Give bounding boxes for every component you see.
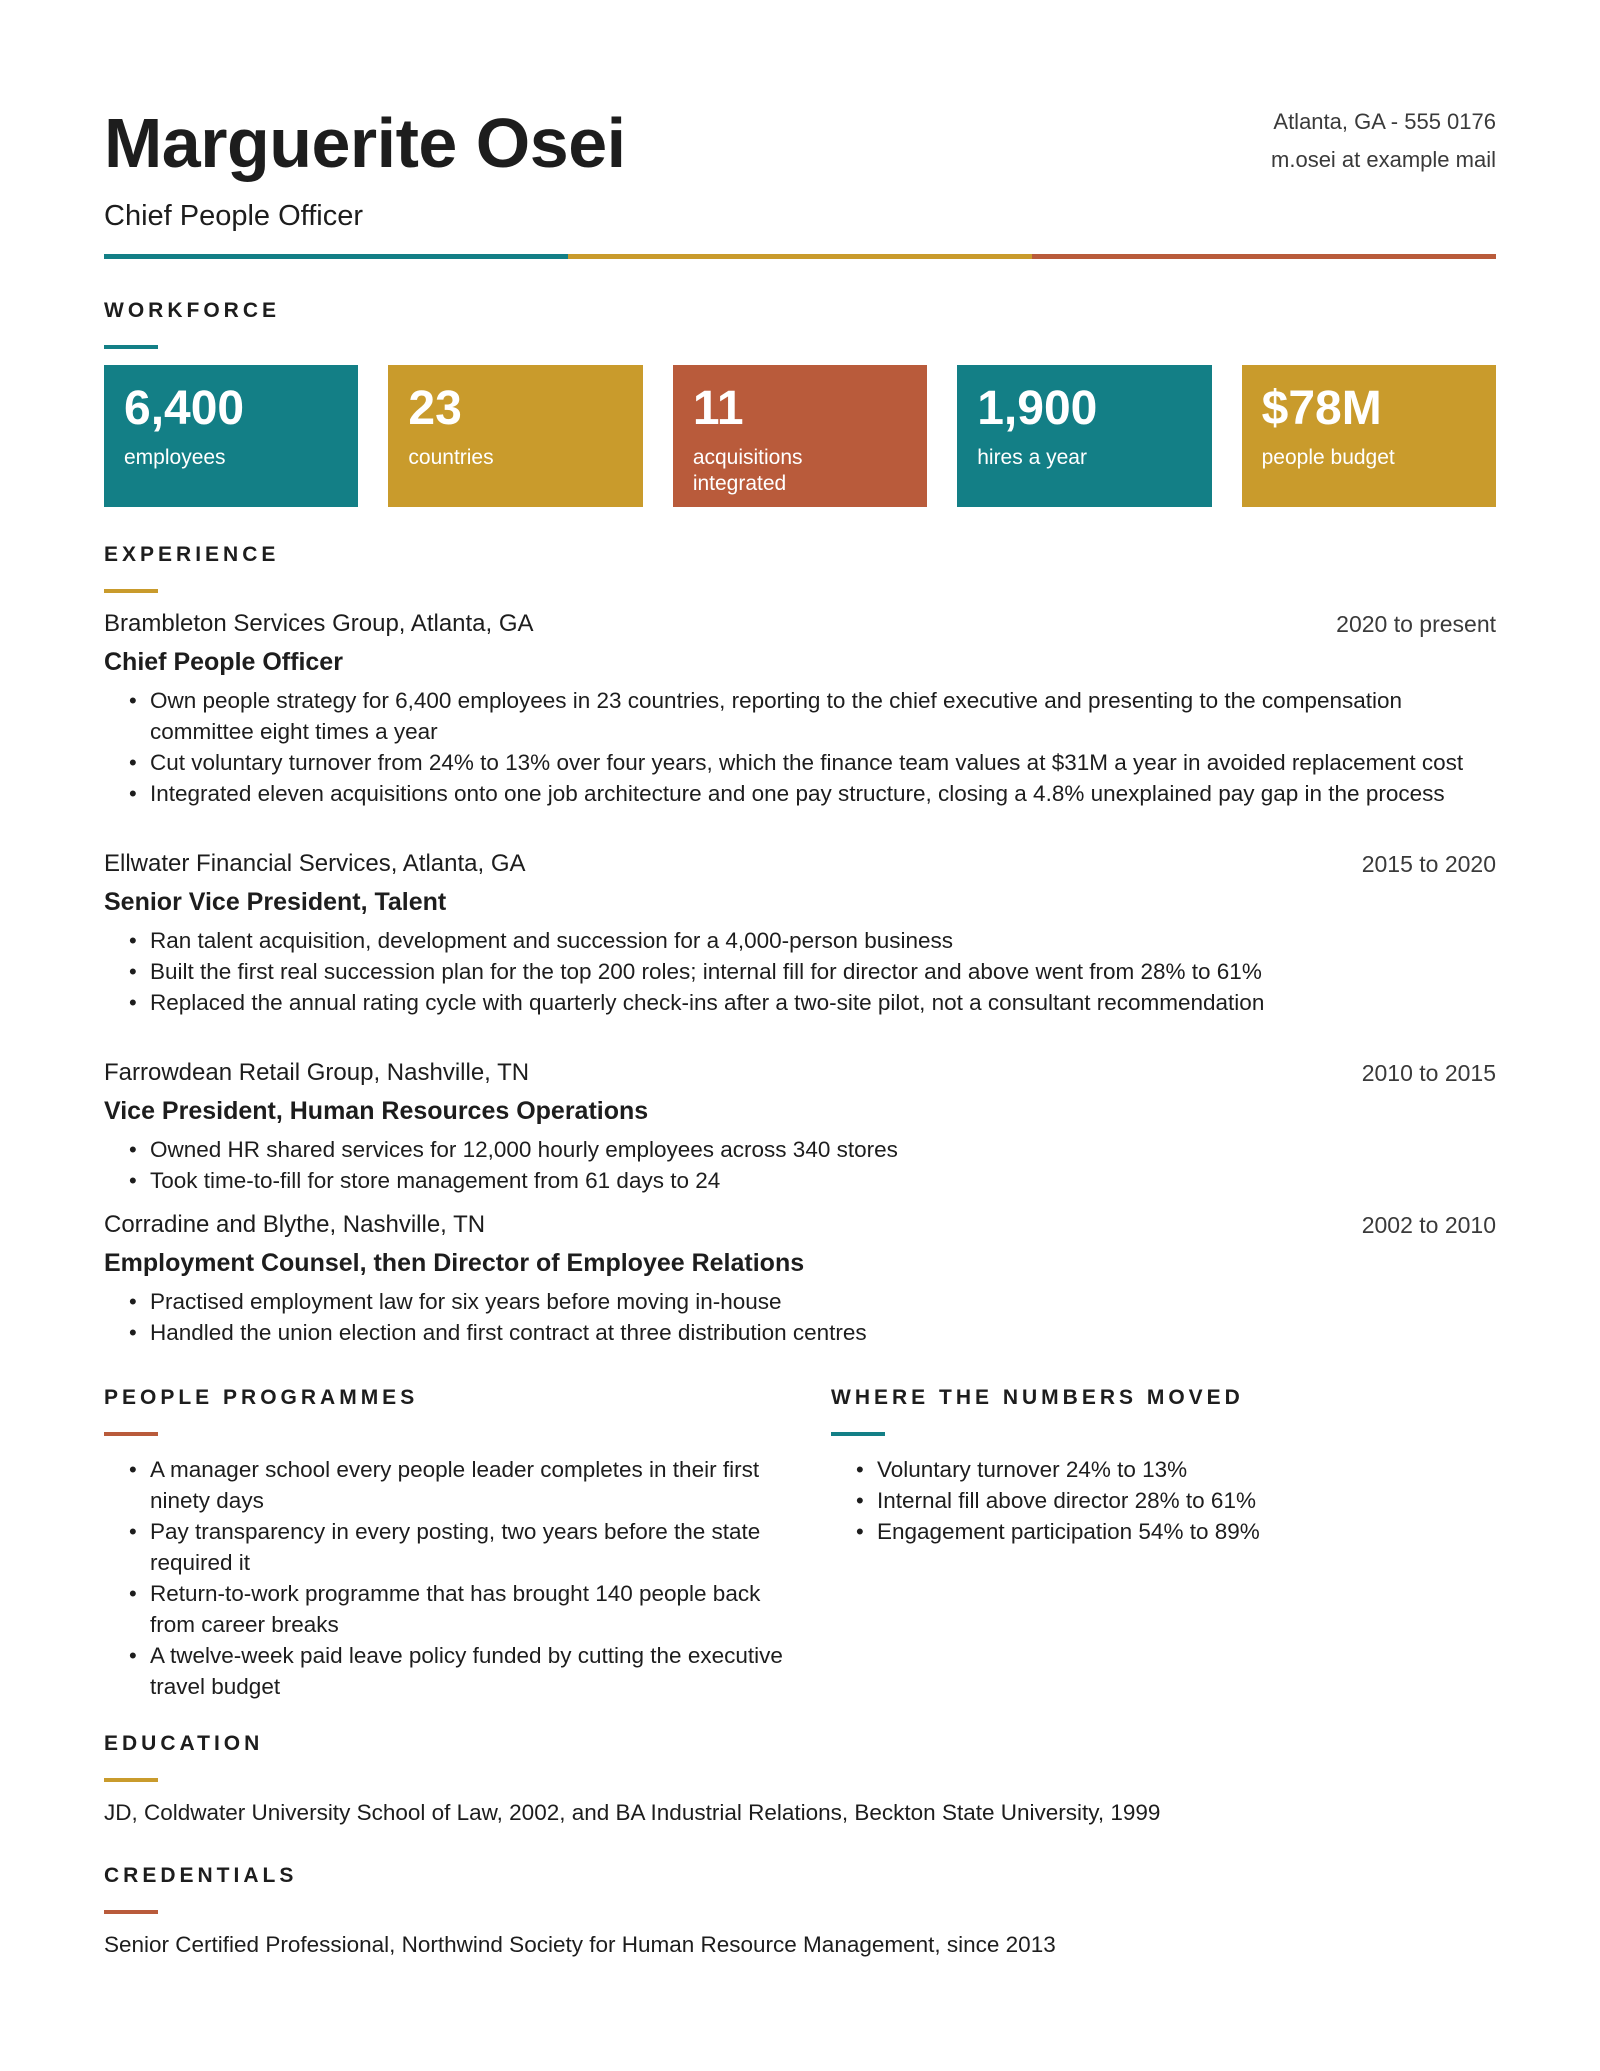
numbers-item: • Engagement participation 54% to 89% xyxy=(877,1516,1496,1547)
job-bullet: • Ran talent acquisition, development and succession for a 4,000-person business xyxy=(150,925,1496,956)
job-company: Ellwater Financial Services, Atlanta, GA xyxy=(104,850,526,877)
job-bullets xyxy=(104,685,1496,809)
stat-value: $78M xyxy=(1261,382,1382,435)
section-heading-experience: EXPERIENCE xyxy=(104,543,280,566)
job-dates: 2002 to 2010 xyxy=(1361,1212,1496,1238)
job-bullet: • Replaced the annual rating cycle with quarterly check-ins after a two-site pilot, not a consultant recommendation xyxy=(150,987,1496,1018)
stat-value: 1,900 xyxy=(977,382,1098,435)
header-divider xyxy=(104,254,1496,259)
section-underline xyxy=(104,1910,158,1914)
job-bullets xyxy=(104,1134,1496,1196)
stat-tile-countries xyxy=(388,365,642,507)
contact-location-phone: Atlanta, GA - 555 0176 xyxy=(1273,109,1496,134)
job-role: Chief People Officer xyxy=(104,648,343,676)
job-company: Corradine and Blythe, Nashville, TN xyxy=(104,1211,486,1238)
job-bullets xyxy=(104,925,1496,1018)
job-role: Employment Counsel, then Director of Employee Relations xyxy=(104,1249,805,1277)
stat-label: hires a year xyxy=(977,446,1087,469)
section-underline xyxy=(104,1432,158,1436)
section-heading-education: EDUCATION xyxy=(104,1732,264,1755)
divider-segment-teal xyxy=(104,254,568,259)
job-bullet: • Integrated eleven acquisitions onto one job architecture and one pay structure, closing a 4.8% unexplained pay gap in the process xyxy=(150,778,1496,809)
programmes-section xyxy=(104,1386,831,1702)
numbers-section xyxy=(831,1386,1496,1702)
job-entry xyxy=(104,849,1496,1018)
job-dates: 2020 to present xyxy=(1336,611,1496,637)
education-text: JD, Coldwater University School of Law, 2002, and BA Industrial Relations, Beckton State University, 1999 xyxy=(104,1800,1161,1825)
numbers-list xyxy=(831,1454,1496,1547)
job-entry xyxy=(104,1210,1496,1348)
stat-tile-hires xyxy=(957,365,1211,507)
experience-section xyxy=(104,543,1496,1348)
section-underline xyxy=(104,345,158,349)
job-bullet: • Took time-to-fill for store management from 61 days to 24 xyxy=(150,1165,1496,1196)
stat-label: employees xyxy=(124,446,226,469)
programme-item: • A twelve-week paid leave policy funded by cutting the executive travel budget xyxy=(150,1640,790,1702)
education-section xyxy=(104,1732,1496,1828)
section-underline xyxy=(831,1432,885,1436)
programme-item: • Return-to-work programme that has brought 140 people back from career breaks xyxy=(150,1578,790,1640)
section-underline xyxy=(104,589,158,593)
stat-tiles xyxy=(104,365,1496,507)
person-title: Chief People Officer xyxy=(104,200,363,232)
stat-tile-budget xyxy=(1242,365,1496,507)
contact-email: m.osei at example mail xyxy=(1271,147,1496,172)
numbers-item: • Voluntary turnover 24% to 13% xyxy=(877,1454,1496,1485)
workforce-section xyxy=(104,299,1496,507)
section-underline xyxy=(104,1778,158,1782)
stat-tile-acquisitions xyxy=(673,365,927,507)
stat-value: 23 xyxy=(408,382,462,435)
job-bullet: • Handled the union election and first contract at three distribution centres xyxy=(150,1317,1496,1348)
contact-block xyxy=(1271,103,1496,179)
job-role: Vice President, Human Resources Operations xyxy=(104,1097,649,1125)
stat-label: people budget xyxy=(1261,446,1395,469)
credentials-text: Senior Certified Professional, Northwind Society for Human Resource Management, since 2013 xyxy=(104,1932,1056,1957)
resume-header xyxy=(104,0,1496,254)
credentials-section xyxy=(104,1864,1496,1960)
divider-segment-rust xyxy=(1032,254,1496,259)
job-bullets xyxy=(104,1286,1496,1348)
job-company: Brambleton Services Group, Atlanta, GA xyxy=(104,610,534,637)
stat-value: 11 xyxy=(692,382,744,435)
stat-value: 6,400 xyxy=(124,382,245,435)
job-bullet: • Built the first real succession plan for the top 200 roles; internal fill for director and above went from 28% to 61% xyxy=(150,956,1496,987)
job-bullet: • Practised employment law for six years before moving in-house xyxy=(150,1286,1496,1317)
programme-item: • Pay transparency in every posting, two years before the state required it xyxy=(150,1516,790,1578)
job-dates: 2010 to 2015 xyxy=(1361,1060,1496,1086)
stat-tile-employees xyxy=(104,365,358,507)
stat-label: acquisitions integrated xyxy=(692,446,803,495)
section-heading-credentials: CREDENTIALS xyxy=(104,1864,298,1887)
two-column-section xyxy=(104,1386,1496,1702)
job-entry xyxy=(104,609,1496,809)
job-bullet: • Own people strategy for 6,400 employees in 23 countries, reporting to the chief executive and presenting to the compensation committee eight times a year xyxy=(150,685,1496,747)
divider-segment-gold xyxy=(568,254,1032,259)
job-entry xyxy=(104,1058,1496,1196)
numbers-item: • Internal fill above director 28% to 61% xyxy=(877,1485,1496,1516)
job-dates: 2015 to 2020 xyxy=(1361,851,1496,877)
programme-item: • A manager school every people leader completes in their first ninety days xyxy=(150,1454,790,1516)
stat-label: countries xyxy=(408,446,494,469)
section-heading-programmes: PEOPLE PROGRAMMES xyxy=(104,1386,419,1409)
job-bullet: • Cut voluntary turnover from 24% to 13% over four years, which the finance team values at $31M a year in avoided replacement cost xyxy=(150,747,1496,778)
programmes-list xyxy=(104,1454,790,1702)
person-name: Marguerite Osei xyxy=(104,104,626,182)
job-role: Senior Vice President, Talent xyxy=(104,888,447,916)
job-bullet: • Owned HR shared services for 12,000 hourly employees across 340 stores xyxy=(150,1134,1496,1165)
job-company: Farrowdean Retail Group, Nashville, TN xyxy=(104,1059,530,1086)
section-heading-numbers: WHERE THE NUMBERS MOVED xyxy=(831,1386,1244,1409)
section-heading-workforce: WORKFORCE xyxy=(104,299,280,322)
